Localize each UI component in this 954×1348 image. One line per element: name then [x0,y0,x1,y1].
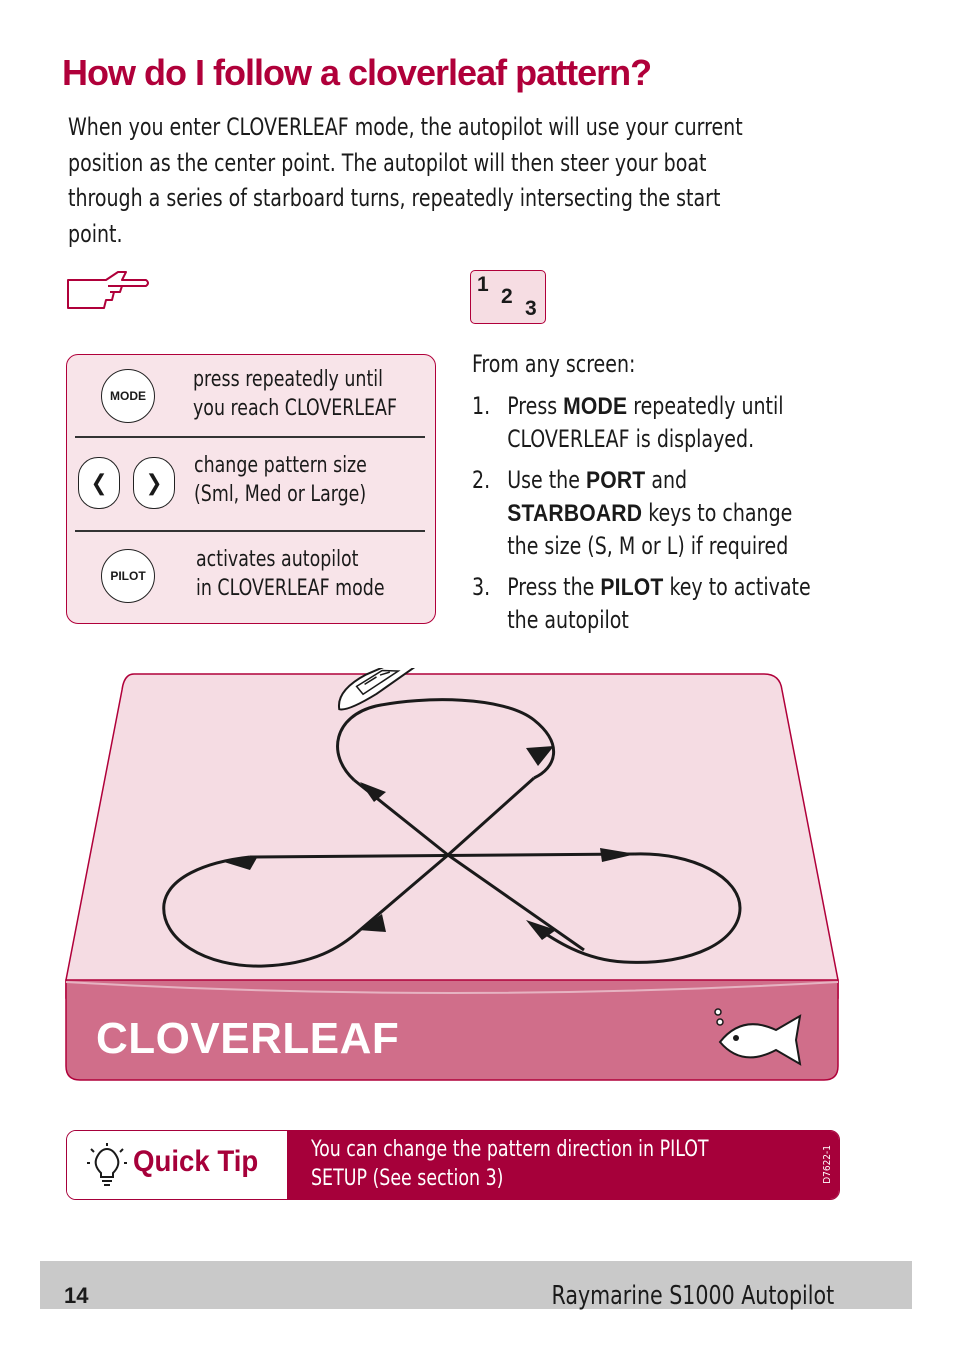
size-key-description [194,451,367,509]
step-3-glyph: 3 [525,297,537,320]
pilot-key-row [75,545,427,615]
divider [75,530,425,532]
divider [75,436,425,438]
instruction-step-3 [472,571,824,636]
mode-key[interactable]: MODE [101,369,155,423]
step-text: Press the [507,573,601,601]
size-desc-line1: change pattern size [194,453,367,478]
step-2-glyph: 2 [501,285,513,308]
starboard-key[interactable]: ❯ [133,457,175,509]
pilot-key-description [196,545,385,603]
instruction-steps [472,390,824,636]
quick-tip-box [66,1130,840,1200]
key-name-port: PORT [585,467,646,494]
diagram-surface [66,674,838,998]
steps-icon [470,270,546,324]
instruction-step-1 [472,390,824,455]
quick-tip-title: Quick Tip [133,1145,259,1178]
key-name-starboard: STARBOARD [507,500,643,527]
pilot-desc-line2: in CLOVERLEAF mode [196,576,385,601]
pilot-key[interactable]: PILOT [101,549,155,603]
step-text: repeatedly until CLOVERLEAF is displayed. [507,392,784,453]
step-text: key to activate the autopilot [507,573,811,634]
fish-icon [712,1006,808,1070]
mode-desc-line1: press repeatedly until [193,367,383,392]
mode-desc-line2: you reach CLOVERLEAF [193,396,397,421]
key-reference-box [66,354,436,624]
page-number: 14 [64,1283,89,1308]
key-name-mode: MODE [563,393,628,420]
page-footer [40,1261,912,1309]
figure-reference: D7622-1 [822,1145,833,1184]
instruction-step-2 [472,464,824,562]
quick-tip-content [287,1131,839,1199]
step-text: keys to change the size (S, M or L) if required [507,499,793,560]
step-text: Press [507,392,564,420]
quick-tip-header [67,1131,287,1199]
step-number: 1. [472,392,491,420]
size-desc-line2: (Sml, Med or Large) [194,482,367,507]
mode-key-row [75,365,427,435]
lightbulb-icon [87,1143,127,1187]
step-text: and [645,466,688,494]
step-number: 2. [472,466,491,494]
port-starboard-key-row [75,451,427,521]
step-number: 3. [472,573,491,601]
mode-key-description [193,365,397,423]
pilot-desc-line1: activates autopilot [196,547,359,572]
page-title: How do I follow a cloverleaf pattern? [62,52,652,93]
key-name-pilot: PILOT [600,574,664,601]
instructions [472,348,824,645]
diagram-label: CLOVERLEAF [96,1014,400,1063]
pointing-hand-icon [66,270,150,316]
step-text: Use the [507,466,586,494]
instructions-lead: From any screen: [472,350,636,378]
step-1-glyph: 1 [477,273,489,296]
intro-paragraph: When you enter CLOVERLEAF mode, the autopilot will use your current position as the center point. The autopilot will then steer your boat through a series of starboard turns, repeatedly intersecting the start point. [68,113,743,248]
port-key[interactable]: ❮ [78,457,120,509]
quick-tip-text: You can change the pattern direction in PILOT SETUP (See section 3) [311,1137,709,1191]
book-title: Raymarine S1000 Autopilot [551,1281,834,1311]
